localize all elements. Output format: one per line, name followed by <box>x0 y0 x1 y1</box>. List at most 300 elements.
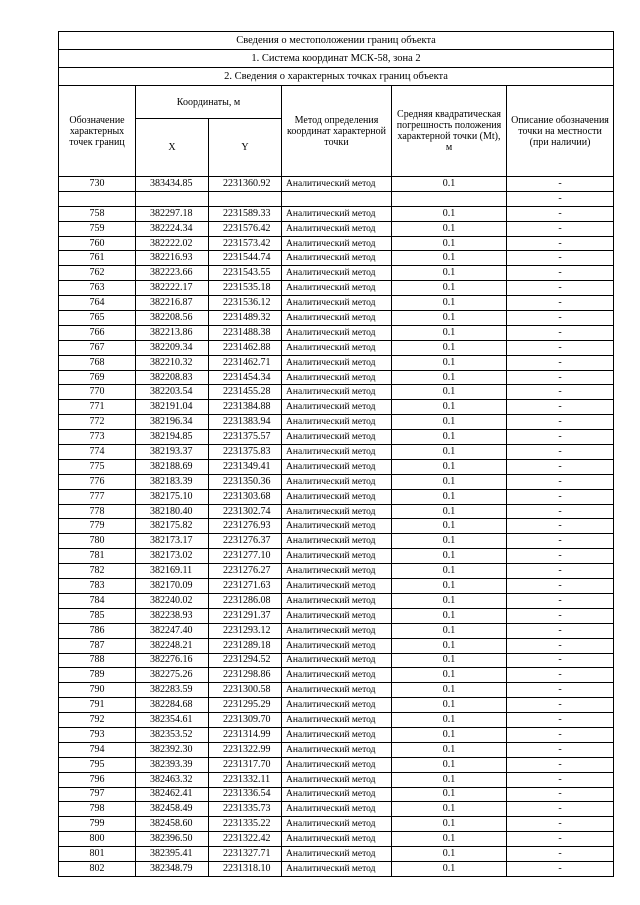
cell-description: - <box>507 221 614 236</box>
cell-point-id: 772 <box>59 415 136 430</box>
cell-y: 2231276.27 <box>209 564 282 579</box>
cell-point-id: 771 <box>59 400 136 415</box>
table-row <box>59 325 614 340</box>
cell-y: 2231375.57 <box>209 430 282 445</box>
cell-y: 2231317.70 <box>209 757 282 772</box>
table-row <box>59 772 614 787</box>
cell-point-id: 764 <box>59 296 136 311</box>
cell-x: 382173.17 <box>136 534 209 549</box>
cell-method: Аналитический метод <box>282 549 392 564</box>
cell-description: - <box>507 653 614 668</box>
cell-method: Аналитический метод <box>282 296 392 311</box>
cell-x: 382396.50 <box>136 832 209 847</box>
cell-description: - <box>507 355 614 370</box>
table-row <box>59 445 614 460</box>
cell-point-id: 730 <box>59 177 136 192</box>
cell-x <box>136 191 209 206</box>
cell-y: 2231302.74 <box>209 504 282 519</box>
cell-description: - <box>507 370 614 385</box>
cell-y: 2231300.58 <box>209 683 282 698</box>
cell-x: 382275.26 <box>136 668 209 683</box>
cell-x: 382462.41 <box>136 787 209 802</box>
cell-point-id: 793 <box>59 727 136 742</box>
table-row <box>59 579 614 594</box>
cell-point-id: 763 <box>59 281 136 296</box>
cell-error: 0.1 <box>392 266 507 281</box>
cell-x: 382216.93 <box>136 251 209 266</box>
table-row <box>59 608 614 623</box>
cell-error: 0.1 <box>392 370 507 385</box>
cell-description: - <box>507 519 614 534</box>
cell-error: 0.1 <box>392 802 507 817</box>
cell-error: 0.1 <box>392 742 507 757</box>
cell-description: - <box>507 430 614 445</box>
table-row <box>59 385 614 400</box>
cell-y: 2231277.10 <box>209 549 282 564</box>
cell-description: - <box>507 504 614 519</box>
cell-error: 0.1 <box>392 325 507 340</box>
cell-error: 0.1 <box>392 579 507 594</box>
cell-x: 382247.40 <box>136 623 209 638</box>
cell-method: Аналитический метод <box>282 519 392 534</box>
cell-point-id: 799 <box>59 817 136 832</box>
table-row <box>59 802 614 817</box>
table-row <box>59 459 614 474</box>
cell-error: 0.1 <box>392 593 507 608</box>
cell-error: 0.1 <box>392 430 507 445</box>
cell-description: - <box>507 593 614 608</box>
cell-point-id: 800 <box>59 832 136 847</box>
cell-method: Аналитический метод <box>282 177 392 192</box>
cell-description: - <box>507 296 614 311</box>
cell-x: 382283.59 <box>136 683 209 698</box>
cell-y: 2231303.68 <box>209 489 282 504</box>
cell-error: 0.1 <box>392 683 507 698</box>
table-row <box>59 668 614 683</box>
cell-y: 2231293.12 <box>209 623 282 638</box>
table-row <box>59 638 614 653</box>
cell-description: - <box>507 683 614 698</box>
cell-method: Аналитический метод <box>282 787 392 802</box>
cell-point-id: 785 <box>59 608 136 623</box>
cell-point-id: 774 <box>59 445 136 460</box>
cell-error: 0.1 <box>392 459 507 474</box>
cell-x: 382222.02 <box>136 236 209 251</box>
cell-method: Аналитический метод <box>282 698 392 713</box>
table-row <box>59 549 614 564</box>
cell-error: 0.1 <box>392 832 507 847</box>
cell-y: 2231462.88 <box>209 340 282 355</box>
cell-x: 382191.04 <box>136 400 209 415</box>
cell-error: 0.1 <box>392 817 507 832</box>
cell-description: - <box>507 564 614 579</box>
cell-method: Аналитический метод <box>282 772 392 787</box>
cell-description: - <box>507 385 614 400</box>
cell-y: 2231375.83 <box>209 445 282 460</box>
table-row <box>59 251 614 266</box>
cell-point-id: 758 <box>59 206 136 221</box>
cell-point-id: 787 <box>59 638 136 653</box>
cell-description: - <box>507 787 614 802</box>
cell-x: 382213.86 <box>136 325 209 340</box>
cell-x: 382208.56 <box>136 311 209 326</box>
cell-y: 2231336.54 <box>209 787 282 802</box>
cell-y: 2231462.71 <box>209 355 282 370</box>
table-row <box>59 564 614 579</box>
cell-x: 382392.30 <box>136 742 209 757</box>
cell-point-id: 791 <box>59 698 136 713</box>
header-x: X <box>136 119 209 177</box>
cell-y: 2231295.29 <box>209 698 282 713</box>
table-row <box>59 221 614 236</box>
cell-error: 0.1 <box>392 206 507 221</box>
table-body <box>59 177 614 877</box>
cell-method: Аналитический метод <box>282 861 392 876</box>
cell-x: 382194.85 <box>136 430 209 445</box>
table-row <box>59 713 614 728</box>
cell-x: 382297.18 <box>136 206 209 221</box>
table-row <box>59 370 614 385</box>
cell-point-id: 786 <box>59 623 136 638</box>
cell-point-id: 766 <box>59 325 136 340</box>
cell-error: 0.1 <box>392 727 507 742</box>
cell-point-id: 770 <box>59 385 136 400</box>
cell-y: 2231322.42 <box>209 832 282 847</box>
cell-description: - <box>507 177 614 192</box>
cell-error: 0.1 <box>392 311 507 326</box>
cell-method: Аналитический метод <box>282 832 392 847</box>
cell-y: 2231309.70 <box>209 713 282 728</box>
cell-point-id: 769 <box>59 370 136 385</box>
cell-error: 0.1 <box>392 251 507 266</box>
cell-method: Аналитический метод <box>282 445 392 460</box>
cell-description: - <box>507 489 614 504</box>
table-row <box>59 474 614 489</box>
cell-error: 0.1 <box>392 772 507 787</box>
cell-method: Аналитический метод <box>282 564 392 579</box>
cell-error: 0.1 <box>392 474 507 489</box>
cell-y: 2231589.33 <box>209 206 282 221</box>
cell-x: 382169.11 <box>136 564 209 579</box>
cell-method: Аналитический метод <box>282 251 392 266</box>
cell-point-id: 798 <box>59 802 136 817</box>
cell-description: - <box>507 817 614 832</box>
table-row <box>59 400 614 415</box>
cell-description: - <box>507 579 614 594</box>
header-method: Метод определения координат характерной точки <box>282 86 392 177</box>
cell-method: Аналитический метод <box>282 370 392 385</box>
cell-method: Аналитический метод <box>282 504 392 519</box>
cell-error: 0.1 <box>392 415 507 430</box>
table-row <box>59 296 614 311</box>
cell-x: 382348.79 <box>136 861 209 876</box>
cell-x: 382222.17 <box>136 281 209 296</box>
cell-description: - <box>507 623 614 638</box>
table-row <box>59 236 614 251</box>
cell-point-id: 781 <box>59 549 136 564</box>
cell-y: 2231535.18 <box>209 281 282 296</box>
table-row <box>59 355 614 370</box>
cell-description: - <box>507 400 614 415</box>
cell-y: 2231383.94 <box>209 415 282 430</box>
cell-method: Аналитический метод <box>282 206 392 221</box>
cell-point-id: 759 <box>59 221 136 236</box>
cell-point-id: 775 <box>59 459 136 474</box>
cell-description: - <box>507 832 614 847</box>
cell-x: 382395.41 <box>136 847 209 862</box>
cell-description: - <box>507 668 614 683</box>
cell-y: 2231360.92 <box>209 177 282 192</box>
cell-y: 2231489.32 <box>209 311 282 326</box>
cell-description: - <box>507 459 614 474</box>
cell-method: Аналитический метод <box>282 459 392 474</box>
section-title: 2. Сведения о характерных точках границ объекта <box>59 68 614 86</box>
cell-point-id: 767 <box>59 340 136 355</box>
table-row <box>59 489 614 504</box>
cell-x: 382463.32 <box>136 772 209 787</box>
boundary-points-table <box>58 31 614 877</box>
cell-error: 0.1 <box>392 713 507 728</box>
cell-description: - <box>507 802 614 817</box>
header-error: Средняя квадратическая погрешность положения характерной точки (Mt), м <box>392 86 507 177</box>
cell-method: Аналитический метод <box>282 638 392 653</box>
cell-method: Аналитический метод <box>282 757 392 772</box>
cell-description: - <box>507 713 614 728</box>
cell-error: 0.1 <box>392 638 507 653</box>
cell-method: Аналитический метод <box>282 311 392 326</box>
cell-y: 2231488.38 <box>209 325 282 340</box>
cell-x: 382458.49 <box>136 802 209 817</box>
cell-method: Аналитический метод <box>282 727 392 742</box>
document-title: Сведения о местоположении границ объекта <box>59 32 614 50</box>
cell-error: 0.1 <box>392 355 507 370</box>
cell-y: 2231349.41 <box>209 459 282 474</box>
cell-x: 382210.32 <box>136 355 209 370</box>
cell-method: Аналитический метод <box>282 608 392 623</box>
cell-method: Аналитический метод <box>282 713 392 728</box>
cell-y: 2231454.34 <box>209 370 282 385</box>
cell-description: - <box>507 638 614 653</box>
cell-description: - <box>507 236 614 251</box>
cell-y: 2231332.11 <box>209 772 282 787</box>
table-row <box>59 266 614 281</box>
cell-point-id: 796 <box>59 772 136 787</box>
cell-method: Аналитический метод <box>282 802 392 817</box>
cell-x: 382175.82 <box>136 519 209 534</box>
header-point: Обозначение характерных точек границ <box>59 86 136 177</box>
table-row <box>59 787 614 802</box>
cell-description: - <box>507 698 614 713</box>
boundary-points-document <box>58 31 613 877</box>
cell-description: - <box>507 474 614 489</box>
cell-error: 0.1 <box>392 623 507 638</box>
cell-method: Аналитический метод <box>282 325 392 340</box>
cell-method: Аналитический метод <box>282 430 392 445</box>
cell-method: Аналитический метод <box>282 474 392 489</box>
cell-method: Аналитический метод <box>282 281 392 296</box>
cell-x: 382353.52 <box>136 727 209 742</box>
cell-point-id: 802 <box>59 861 136 876</box>
cell-x: 382224.34 <box>136 221 209 236</box>
header-description: Описание обозначения точки на местности (при наличии) <box>507 86 614 177</box>
cell-point-id: 762 <box>59 266 136 281</box>
cell-description: - <box>507 281 614 296</box>
table-row <box>59 415 614 430</box>
cell-x: 382284.68 <box>136 698 209 713</box>
cell-description: - <box>507 311 614 326</box>
cell-method: Аналитический метод <box>282 668 392 683</box>
cell-x: 382188.69 <box>136 459 209 474</box>
coordinate-system: 1. Система координат МСК-58, зона 2 <box>59 50 614 68</box>
cell-point-id: 760 <box>59 236 136 251</box>
table-row <box>59 281 614 296</box>
cell-point-id: 778 <box>59 504 136 519</box>
cell-point-id: 794 <box>59 742 136 757</box>
cell-point-id: 765 <box>59 311 136 326</box>
cell-y: 2231543.55 <box>209 266 282 281</box>
cell-x: 382393.39 <box>136 757 209 772</box>
cell-description: - <box>507 415 614 430</box>
cell-x: 382216.87 <box>136 296 209 311</box>
cell-error: 0.1 <box>392 534 507 549</box>
cell-error: 0.1 <box>392 489 507 504</box>
cell-method: Аналитический метод <box>282 534 392 549</box>
cell-method: Аналитический метод <box>282 593 392 608</box>
table-row <box>59 847 614 862</box>
cell-y: 2231536.12 <box>209 296 282 311</box>
table-row <box>59 504 614 519</box>
cell-x: 382193.37 <box>136 445 209 460</box>
cell-point-id: 801 <box>59 847 136 862</box>
cell-x: 382180.40 <box>136 504 209 519</box>
table-row <box>59 534 614 549</box>
cell-error: 0.1 <box>392 653 507 668</box>
cell-point-id: 783 <box>59 579 136 594</box>
cell-x: 382238.93 <box>136 608 209 623</box>
cell-y: 2231318.10 <box>209 861 282 876</box>
table-row <box>59 861 614 876</box>
cell-error: 0.1 <box>392 608 507 623</box>
cell-description: - <box>507 445 614 460</box>
cell-x: 382170.09 <box>136 579 209 594</box>
cell-x: 382209.34 <box>136 340 209 355</box>
cell-method: Аналитический метод <box>282 400 392 415</box>
table-row <box>59 623 614 638</box>
table-row <box>59 593 614 608</box>
cell-y: 2231286.08 <box>209 593 282 608</box>
table-row <box>59 727 614 742</box>
cell-error: 0.1 <box>392 787 507 802</box>
cell-error: 0.1 <box>392 281 507 296</box>
cell-y: 2231573.42 <box>209 236 282 251</box>
cell-y: 2231298.86 <box>209 668 282 683</box>
cell-method: Аналитический метод <box>282 221 392 236</box>
cell-y: 2231576.42 <box>209 221 282 236</box>
cell-method: Аналитический метод <box>282 340 392 355</box>
cell-point-id <box>59 191 136 206</box>
cell-y: 2231335.73 <box>209 802 282 817</box>
cell-point-id: 784 <box>59 593 136 608</box>
cell-description: - <box>507 206 614 221</box>
cell-method: Аналитический метод <box>282 579 392 594</box>
cell-x: 382208.83 <box>136 370 209 385</box>
table-row <box>59 206 614 221</box>
cell-error: 0.1 <box>392 400 507 415</box>
cell-y: 2231350.36 <box>209 474 282 489</box>
cell-y: 2231289.18 <box>209 638 282 653</box>
cell-error: 0.1 <box>392 564 507 579</box>
cell-x: 382240.02 <box>136 593 209 608</box>
cell-description: - <box>507 757 614 772</box>
header-y: Y <box>209 119 282 177</box>
cell-description: - <box>507 772 614 787</box>
cell-description: - <box>507 534 614 549</box>
table-row <box>59 698 614 713</box>
table-row <box>59 519 614 534</box>
cell-error: 0.1 <box>392 385 507 400</box>
table-row <box>59 757 614 772</box>
header-coordinates: Координаты, м <box>136 86 282 119</box>
cell-x: 382175.10 <box>136 489 209 504</box>
cell-y: 2231271.63 <box>209 579 282 594</box>
cell-y: 2231294.52 <box>209 653 282 668</box>
cell-point-id: 761 <box>59 251 136 266</box>
cell-x: 382354.61 <box>136 713 209 728</box>
table-row <box>59 742 614 757</box>
cell-x: 382248.21 <box>136 638 209 653</box>
cell-x: 382223.66 <box>136 266 209 281</box>
cell-description: - <box>507 191 614 206</box>
table-row <box>59 191 614 206</box>
cell-method: Аналитический метод <box>282 385 392 400</box>
table-row <box>59 311 614 326</box>
cell-method: Аналитический метод <box>282 236 392 251</box>
cell-x: 382173.02 <box>136 549 209 564</box>
cell-error <box>392 191 507 206</box>
cell-point-id: 790 <box>59 683 136 698</box>
cell-error: 0.1 <box>392 549 507 564</box>
cell-point-id: 795 <box>59 757 136 772</box>
table-row <box>59 177 614 192</box>
table-row <box>59 430 614 445</box>
table-row <box>59 817 614 832</box>
cell-description: - <box>507 549 614 564</box>
cell-error: 0.1 <box>392 177 507 192</box>
cell-method: Аналитический метод <box>282 415 392 430</box>
cell-x: 382183.39 <box>136 474 209 489</box>
cell-error: 0.1 <box>392 445 507 460</box>
cell-y: 2231322.99 <box>209 742 282 757</box>
table-row <box>59 683 614 698</box>
cell-error: 0.1 <box>392 340 507 355</box>
cell-y <box>209 191 282 206</box>
cell-y: 2231327.71 <box>209 847 282 862</box>
cell-point-id: 792 <box>59 713 136 728</box>
cell-method: Аналитический метод <box>282 683 392 698</box>
cell-error: 0.1 <box>392 236 507 251</box>
table-row <box>59 653 614 668</box>
cell-error: 0.1 <box>392 296 507 311</box>
cell-x: 382196.34 <box>136 415 209 430</box>
cell-x: 382458.60 <box>136 817 209 832</box>
cell-description: - <box>507 266 614 281</box>
cell-method <box>282 191 392 206</box>
cell-y: 2231335.22 <box>209 817 282 832</box>
cell-point-id: 780 <box>59 534 136 549</box>
cell-error: 0.1 <box>392 504 507 519</box>
cell-method: Аналитический метод <box>282 742 392 757</box>
cell-description: - <box>507 340 614 355</box>
